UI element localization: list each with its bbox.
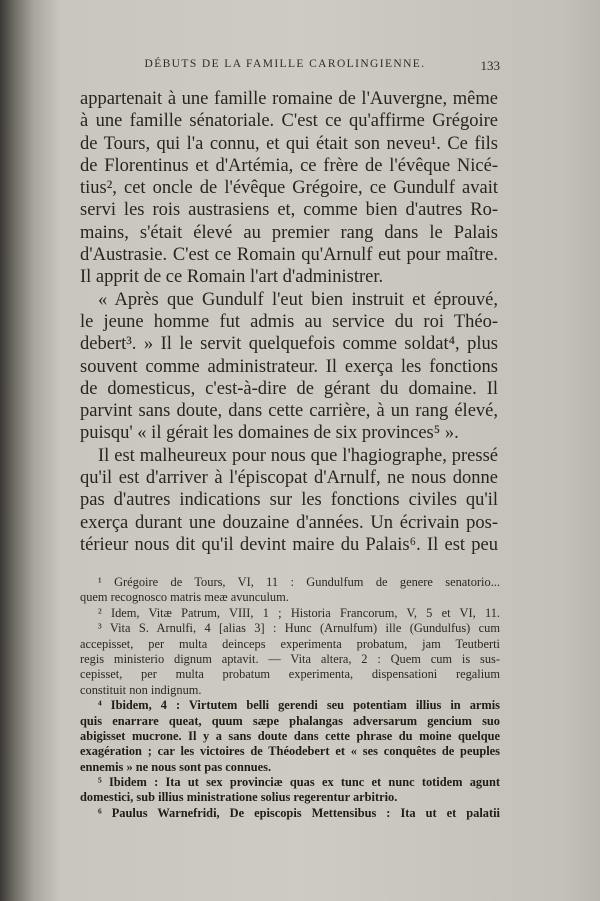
text-line: de Tours, qui l'a connu, et qui était son neveu¹. Ce fils (80, 133, 498, 154)
footnote-line: ⁴ Ibidem, 4 : Virtutem belli gerendi seu potentiam illius in armis (98, 698, 500, 713)
text-line: souvent comme administrateur. Il exerça les fonctions (80, 356, 498, 377)
footnote-line: quis enarrare queat, quum sæpe phalangas adversarum gencium suo (80, 713, 500, 728)
text-line: Il apprit de ce Romain l'art d'administrer. (80, 267, 384, 288)
text-line: servi les rois austrasiens et, comme bien d'autres Ro- (80, 200, 498, 221)
footnote-4 (80, 698, 500, 775)
text-line: parvint sans doute, dans cette carrière, à un rang élevé, (80, 401, 498, 422)
footnote-line: ennemis » ne nous sont pas connues. (80, 759, 272, 774)
running-title: DÉBUTS DE LA FAMILLE CAROLINGIENNE. (144, 58, 426, 70)
text-line: pas d'autres indications sur les fonctions civiles qu'il (80, 490, 498, 511)
footnote-2 (80, 606, 500, 621)
footnote-line: cepisset, per multa probatum experimenta, dispensationi regalium (80, 667, 500, 682)
text-line: tius², cet oncle de l'évêque Grégoire, ce Gundulf avait (80, 178, 498, 199)
footnote-line: ⁵ Ibidem : Ita ut sex provinciæ quas ex tunc et nunc totidem agunt (98, 775, 500, 790)
footnote-line: quem recognosco matris meæ avunculum. (80, 590, 289, 605)
text-line: mains, s'était élevé au premier rang dans le Palais (80, 222, 498, 243)
text-line: à une famille sénatoriale. C'est ce qu'affirme Grégoire (80, 111, 498, 132)
footnotes (80, 575, 500, 821)
footnote-line: domestici, sub illius ministratione solius regerentur arbitrio. (80, 790, 398, 805)
footnote-line: ⁶ Paulus Warnefridi, De episcopis Mettensibus : Ita ut et palatii (98, 805, 500, 820)
text-line: de domesticus, c'est-à-dire de gérant du domaine. Il (80, 378, 498, 399)
text-line: qu'il est d'arriver à l'épiscopat d'Arnulf, ne nous donne (80, 468, 498, 489)
text-line: puisqu' « il gérait les domaines de six provinces⁵ ». (80, 423, 459, 444)
main-text (80, 88, 498, 556)
text-line: exerça durant une douzaine d'années. Un écrivain pos- (80, 512, 498, 533)
footnote-line: abigisset mucrone. Il y a sans doute dans cette phrase du moine quelque (80, 728, 500, 743)
footnote-line: ¹ Grégoire de Tours, VI, 11 : Gundulfum de genere senatorio... (98, 575, 500, 589)
footnote-line: ³ Vita S. Arnulfi, 4 [alias 3] : Hunc (Arnulfum) ille (Gundulfus) cum (98, 621, 500, 636)
page-number: 133 (480, 58, 500, 73)
text-line: Il est malheureux pour nous que l'hagiographe, pressé (98, 445, 498, 466)
footnote-6 (80, 806, 500, 821)
text-line: le jeune homme fut admis au service du roi Théo- (80, 311, 498, 332)
running-header (0, 58, 600, 80)
text-line: debert³. » Il le servit quelquefois comme soldat⁴, plus (80, 334, 498, 355)
footnote-line: ² Idem, Vitæ Patrum, VIII, 1 ; Historia Francorum, V, 5 et VI, 11. (98, 605, 500, 620)
footnote-line: regis ministerio dignum aptavit. — Vita altera, 2 : Quem cum is sus- (80, 651, 500, 666)
footnote-line: exagération ; car les victoires de Théodebert et « ses conquêtes de peuples (80, 744, 500, 759)
footnote-3 (80, 621, 500, 698)
text-line: « Après que Gundulf l'eut bien instruit et éprouvé, (98, 289, 498, 310)
text-line: appartenait à une famille romaine de l'Auvergne, même (80, 89, 498, 109)
footnote-1 (80, 575, 500, 606)
footnote-5 (80, 775, 500, 806)
text-line: de Florentinus et d'Artémia, ce frère de l'évêque Nicé- (80, 155, 498, 176)
footnote-line: accepisset, per multa deinceps experimenta probatum, jam Teutberti (80, 636, 500, 651)
text-line: térieur nous dit qu'il devint maire du Palais⁶. Il est peu (80, 534, 498, 555)
text-line: d'Austrasie. C'est ce Romain qu'Arnulf eut pour maître. (80, 245, 498, 266)
footnote-line: constituit non indignum. (80, 682, 202, 697)
